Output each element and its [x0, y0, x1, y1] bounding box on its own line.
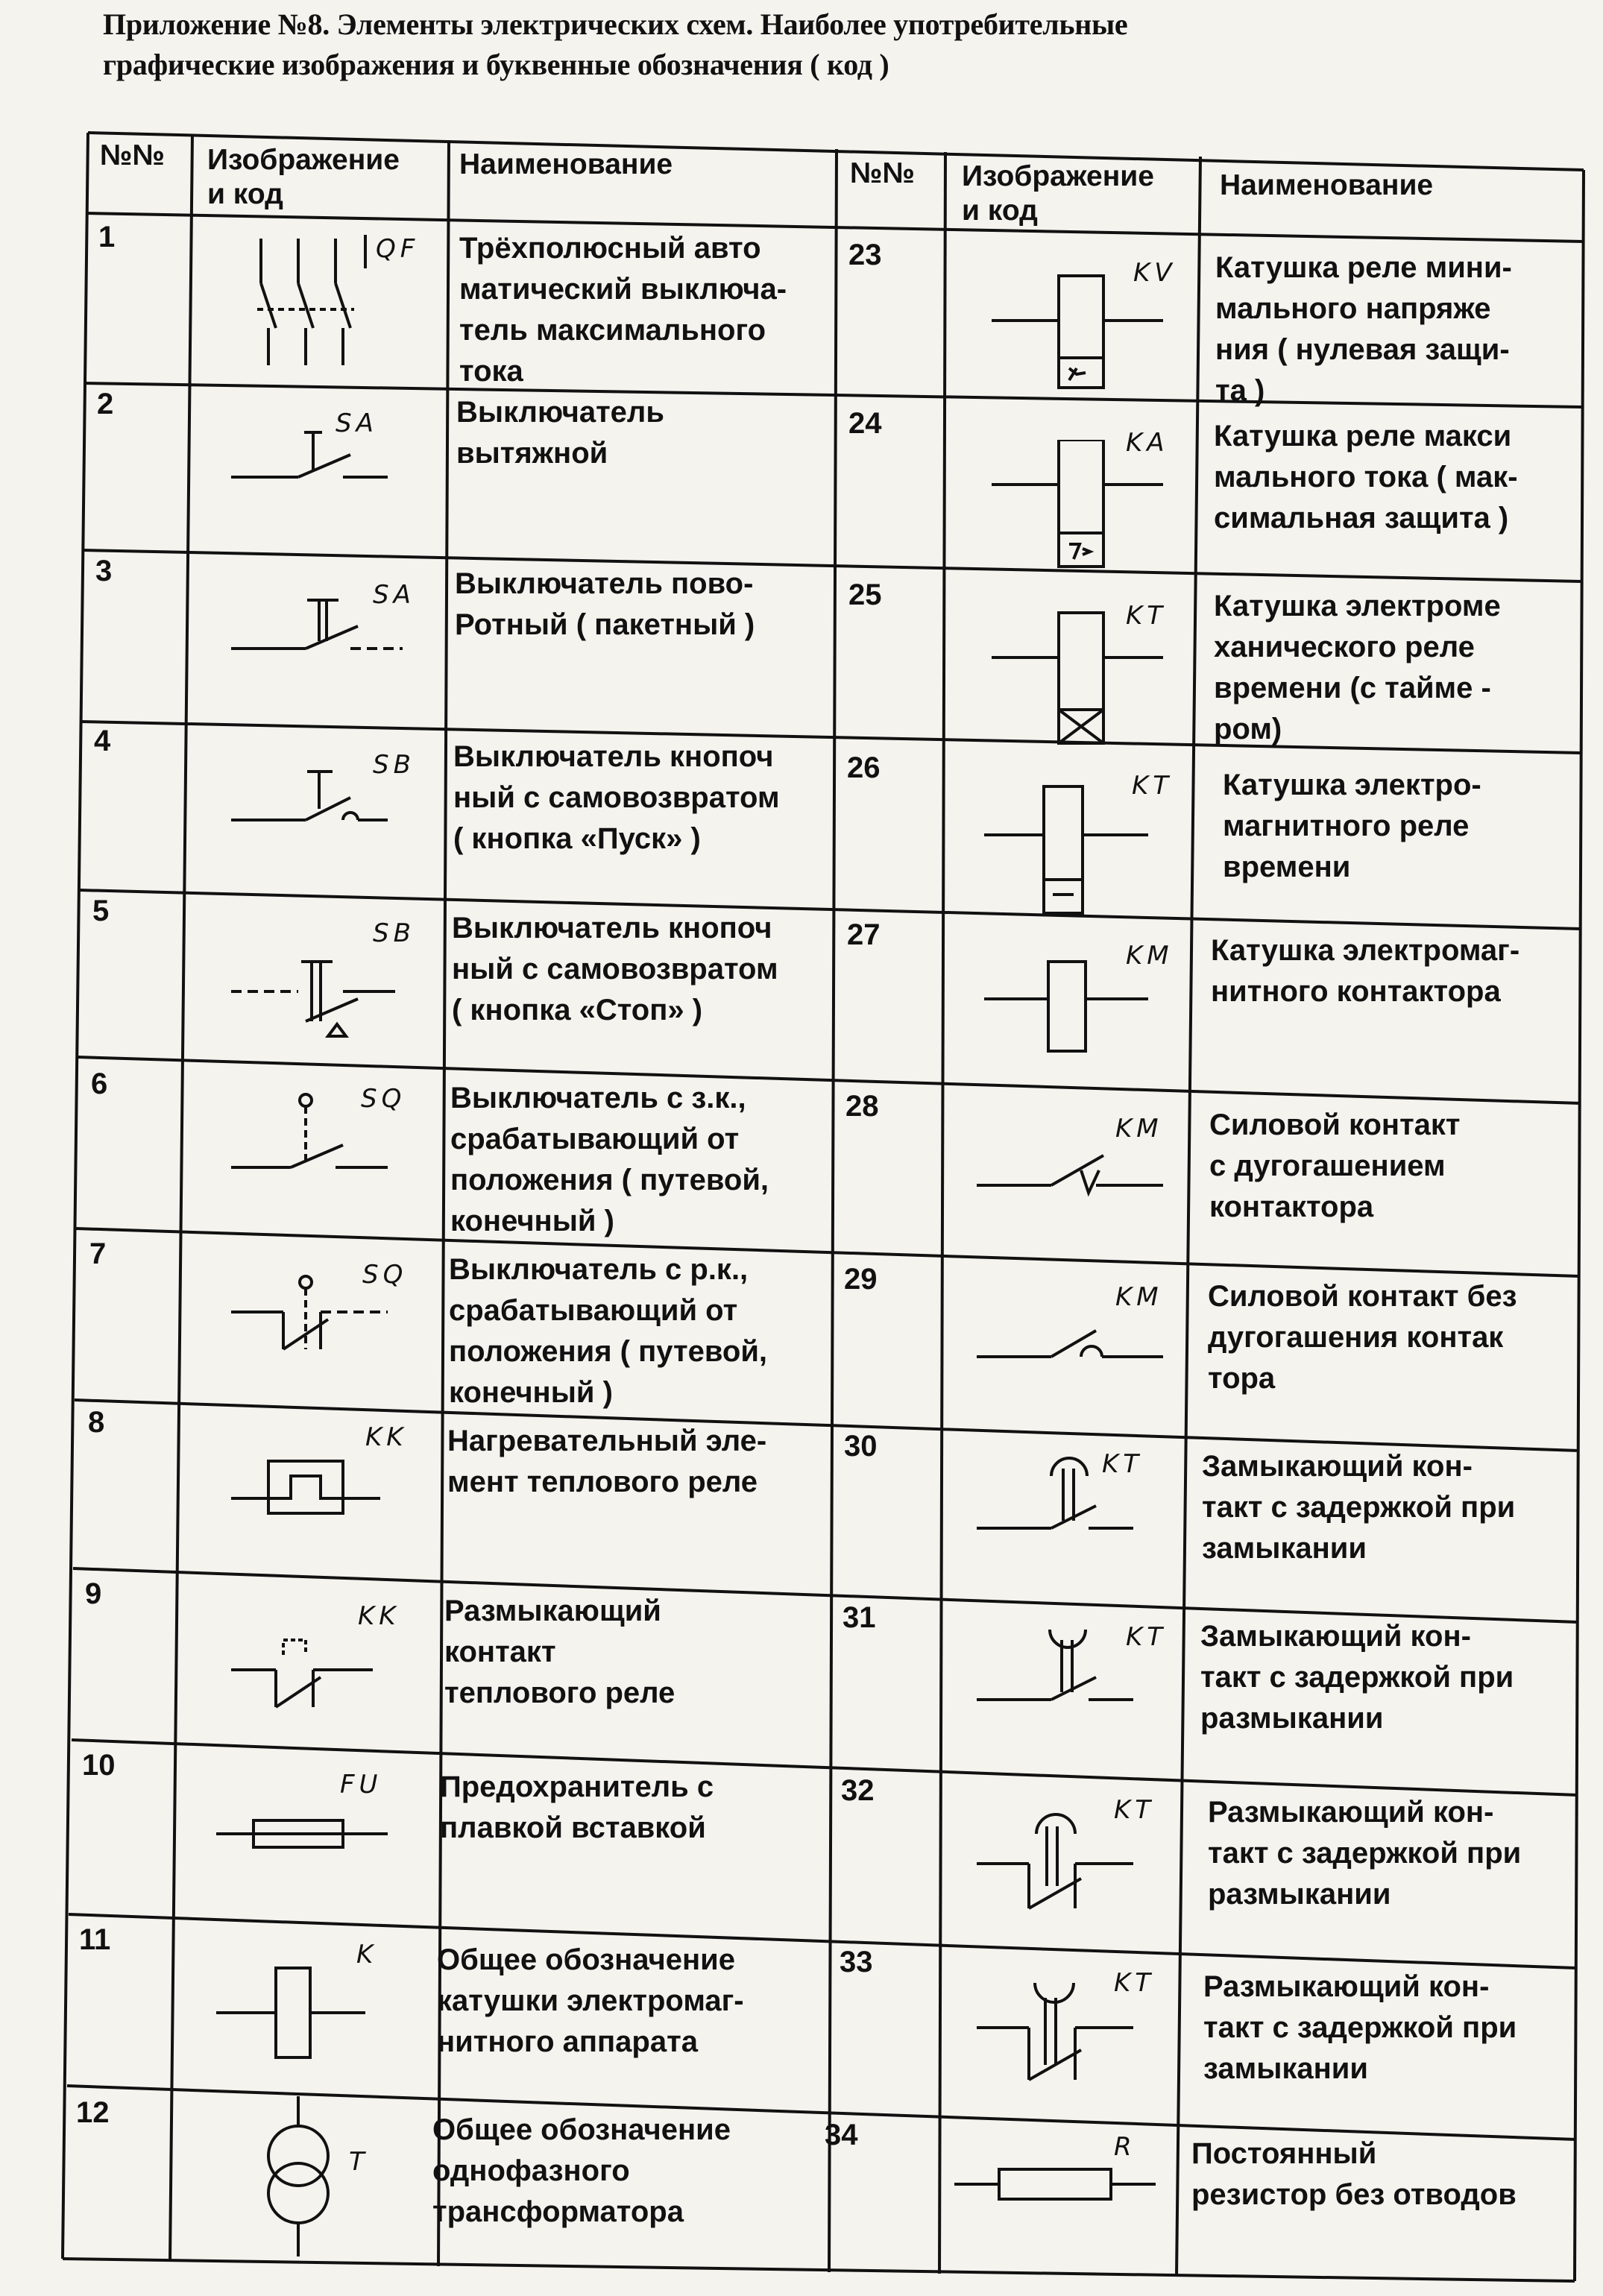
- row-number: 12: [76, 2096, 110, 2129]
- row-name: Силовой контакт без дугогашения контак тора: [1208, 1280, 1517, 1395]
- row-number: 3: [95, 555, 113, 587]
- transformer-icon: [246, 2096, 350, 2260]
- row-name: Выключатель с з.к., срабатывающий от положения ( путевой, конечный ): [450, 1082, 769, 1237]
- row-number: 27: [847, 918, 881, 951]
- row-name: Предохранитель с плавкой вставкой: [440, 1770, 714, 1844]
- delay-break-on-make-contact-icon: [969, 1975, 1148, 2102]
- row-number: 11: [79, 1923, 111, 1956]
- row-code: SA: [373, 580, 415, 610]
- row-code: SB: [373, 918, 415, 948]
- row-code: KK: [365, 1422, 408, 1452]
- heater-element-icon: [224, 1439, 388, 1528]
- row-name: Постоянный резистор без отводов: [1191, 2137, 1517, 2211]
- row-name: Выключатель кнопоч ный с самовозвратом ( кнопка «Стоп» ): [452, 912, 778, 1026]
- row-name: Катушка электромаг- нитного контактора: [1211, 934, 1520, 1008]
- power-contact-icon: [969, 1312, 1178, 1387]
- row-name: Выключатель вытяжной: [456, 396, 664, 470]
- coil-icon: [216, 1953, 380, 2072]
- row-code: KT: [1126, 601, 1168, 631]
- row-number: 5: [92, 895, 110, 927]
- row-name: Катушка электроме ханического реле времени (с тайме - ром): [1214, 590, 1501, 745]
- title-line-1: Приложение №8. Элементы электрических схем. Наиболее употребительные: [103, 7, 1128, 41]
- row-name: Выключатель пово- Ротный ( пакетный ): [455, 567, 755, 641]
- header-num-left: №№: [100, 139, 165, 171]
- row-number: 9: [85, 1577, 102, 1610]
- row-number: 6: [91, 1067, 108, 1100]
- row-number: 4: [94, 725, 111, 757]
- row-number: 7: [89, 1237, 107, 1270]
- row-code: SA: [336, 409, 378, 438]
- row-code: KM: [1126, 941, 1174, 971]
- row-code: KT: [1102, 1449, 1144, 1479]
- start-button-icon: [224, 760, 403, 850]
- row-name: Катушка реле макси мального тока ( мак- симальная защита ): [1214, 420, 1518, 534]
- row-number: 23: [848, 239, 882, 271]
- row-number: 2: [97, 388, 114, 420]
- row-number: 26: [847, 751, 881, 784]
- row-code: QF: [376, 234, 420, 264]
- row-code: KT: [1132, 771, 1174, 801]
- row-code: K: [356, 1940, 378, 1969]
- contactor-coil-icon: [984, 954, 1163, 1059]
- row-name: Замыкающий кон- такт с задержкой при замыкании: [1202, 1450, 1516, 1565]
- row-number: 33: [840, 1946, 873, 1978]
- row-code: KM: [1115, 1114, 1163, 1144]
- header-num-right: №№: [850, 157, 915, 189]
- row-number: 28: [845, 1090, 879, 1123]
- row-code: KT: [1114, 1968, 1156, 1998]
- row-number: 34: [825, 2119, 858, 2151]
- row-name: Размыкающий кон- такт с задержкой при размыкании: [1208, 1796, 1522, 1911]
- title-line-2: графические изображения и буквенные обозначения ( код ): [103, 48, 889, 81]
- header-image-right: Изображение и код: [962, 160, 1154, 227]
- timer-relay-coil-icon: [992, 605, 1171, 747]
- row-name: Нагревательный эле- мент теплового реле: [447, 1425, 767, 1498]
- row-number: 24: [848, 407, 882, 440]
- limit-switch-no-icon: [224, 1085, 403, 1197]
- row-number: 8: [88, 1406, 105, 1439]
- row-code: T: [349, 2147, 369, 2177]
- row-name: Катушка реле мини- мального напряже ния ( нулевая защи- та ): [1215, 251, 1512, 407]
- row-code: KA: [1126, 428, 1169, 458]
- header-name-left: Наименование: [459, 148, 673, 180]
- row-name: Замыкающий кон- такт с задержкой при размыкании: [1200, 1620, 1514, 1735]
- row-name: Размыкающий контакт теплового реле: [444, 1595, 675, 1709]
- delay-on-break-make-contact-icon: [969, 1618, 1148, 1722]
- row-name: Выключатель кнопоч ный с самовозвратом ( кнопка «Пуск» ): [453, 740, 780, 855]
- row-name: Выключатель с р.к., срабатывающий от положения ( путевой, конечный ): [449, 1253, 768, 1409]
- row-code: R: [1114, 2132, 1136, 2162]
- row-code: SQ: [361, 1084, 406, 1114]
- limit-switch-nc-icon: [224, 1267, 403, 1379]
- row-number: 1: [98, 221, 116, 253]
- thermal-relay-contact-icon: [224, 1625, 388, 1729]
- fuse-icon: [216, 1804, 395, 1864]
- arc-quench-contact-icon: [969, 1141, 1178, 1215]
- row-number: 25: [848, 578, 882, 611]
- row-code: KK: [358, 1601, 400, 1631]
- row-number: 32: [841, 1774, 875, 1807]
- resistor-icon: [947, 2154, 1163, 2214]
- header-image-left: Изображение и код: [207, 144, 400, 210]
- row-name: Трёхполюсный авто матический выключа- тель максимального тока: [459, 232, 787, 388]
- three-pole-breaker-icon: [246, 224, 380, 373]
- row-code: SQ: [362, 1260, 408, 1290]
- stop-button-icon: [224, 939, 418, 1044]
- row-code: FU: [340, 1770, 382, 1800]
- rotary-switch-icon: [224, 589, 418, 678]
- row-code: KT: [1126, 1622, 1168, 1652]
- row-name: Размыкающий кон- такт с задержкой при замыкании: [1203, 1970, 1517, 2085]
- row-number: 29: [844, 1263, 878, 1296]
- row-number: 10: [82, 1749, 116, 1782]
- row-name: Общее обозначение однофазного трансформатора: [432, 2113, 731, 2228]
- min-voltage-relay-coil-icon: [992, 268, 1171, 395]
- row-number: 31: [843, 1601, 876, 1634]
- pull-switch-icon: [224, 417, 403, 507]
- row-code: KV: [1133, 258, 1177, 288]
- max-current-relay-coil-icon: [992, 440, 1171, 574]
- electromagnetic-timer-coil-icon: [984, 783, 1163, 917]
- row-name: Катушка электро- магнитного реле времени: [1223, 769, 1481, 883]
- delay-break-contact-icon: [969, 1797, 1148, 1923]
- row-name: Общее обозначение катушки электромаг- нитного аппарата: [437, 1943, 744, 2058]
- row-code: KM: [1115, 1282, 1163, 1312]
- delay-on-make-contact-icon: [969, 1454, 1148, 1551]
- row-code: SB: [373, 750, 415, 780]
- row-name: Силовой контакт с дугогашением контактора: [1209, 1108, 1461, 1223]
- header-name-right: Наименование: [1220, 169, 1434, 201]
- row-number: 30: [844, 1430, 878, 1463]
- row-code: KT: [1114, 1795, 1156, 1825]
